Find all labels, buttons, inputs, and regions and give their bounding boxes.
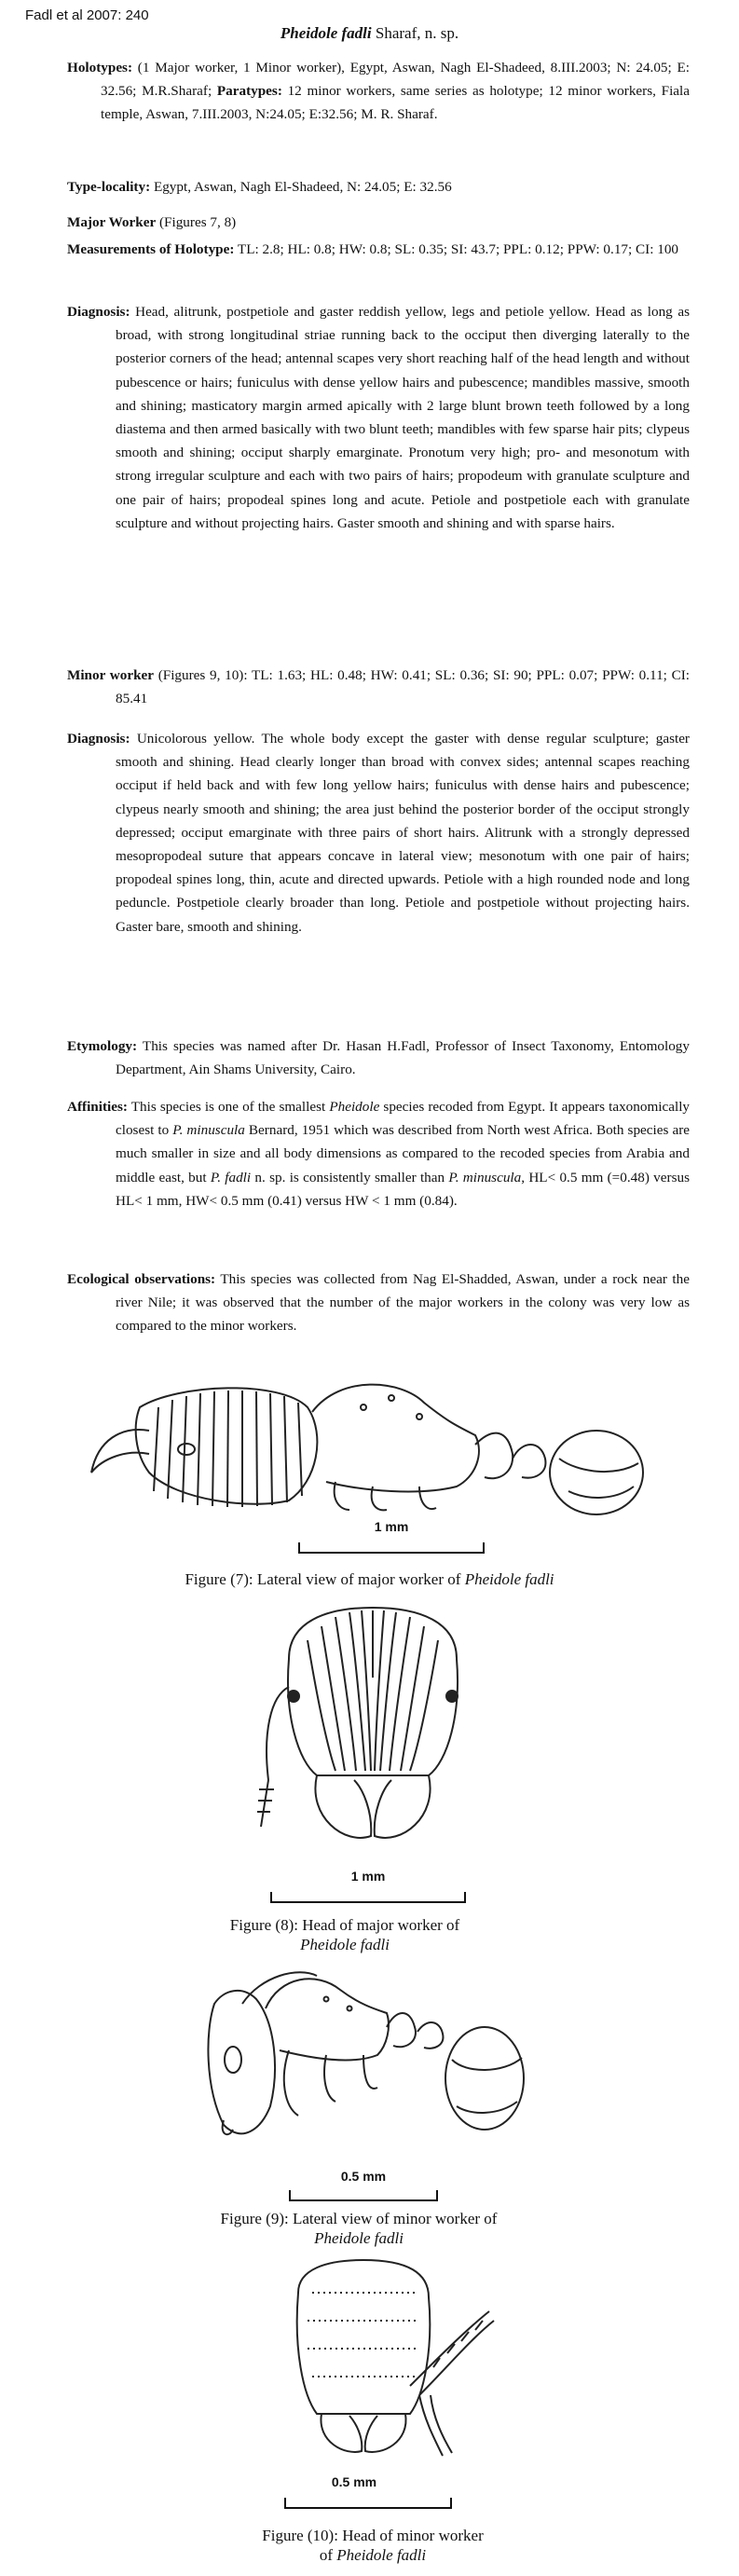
species-title xyxy=(0,24,739,43)
paratypes-label: Paratypes: xyxy=(216,83,282,100)
paratypes-text: 12 minor workers, same series as holotype; 12 minor workers, Fiala temple, Aswan, 7.III.2003, N:24.05; E:32.56; M. R. Sharaf. xyxy=(101,83,690,123)
major-worker-heading xyxy=(67,211,690,234)
holotypes-text: (1 Major worker, 1 Minor worker), Egypt, Aswan, Nagh El-Shadeed, 8.III.2003; N: 24.05; E: 32.56; M.R.Sharaf; xyxy=(101,60,690,100)
figure-10-scale-bar xyxy=(284,2498,452,2509)
major-worker-figs: (Figures 7, 8) xyxy=(156,214,237,230)
affinities-text-3: Bernard, 1951 which was described from North west Africa. Both species are much smaller in size and all body dimensions as compared to the recoded species from Arabia and middle east, but xyxy=(116,1122,690,1185)
ecological-paragraph xyxy=(67,1267,690,1338)
affinities-label: Affinities: xyxy=(67,1099,128,1115)
affinities-paragraph xyxy=(67,1095,690,1213)
etymology-label: Etymology: xyxy=(67,1038,138,1054)
ecological-text: This species was collected from Nag El-Shadded, Aswan, under a rock near the river Nile; it was observed that the number of the major workers in the colony was very low as compared to the minor workers. xyxy=(116,1271,690,1335)
affinities-species-1: P. minuscula xyxy=(172,1122,245,1139)
figure-9-scale-bar xyxy=(289,2190,438,2201)
diagnosis-major-text: Head, alitrunk, postpetiole and gaster reddish yellow, legs and petiole yellow. Head as long as broad, with strong longitudinal striae running back to the occiput then diverging laterally to the posterior corners of the head; antennal scapes very short reaching half of the head length and without pubescence or hairs; funiculus with dense yellow hairs and pubescence; mandibles massive, smooth and shining; masticatory margin armed apically with 2 large blunt brown teeth followed by a long diastema and then armed basically with two blunt teeth; mandibles with few sparse hair pits; clypeus smooth and shining; occiput sharply emarginate. Pronotum very high; pro- and mesonotum with strong irregular sculpture and each with two pairs of hairs; propodeum with granulate sculpture and one pair of hairs; propodeal spines long and acute. Petiole and postpetiole each with granulate sculpture and without projecting hairs. Gaster smooth and shining and with sparse hairs. xyxy=(116,304,690,531)
diagnosis-major-label: Diagnosis: xyxy=(67,304,130,320)
etymology-paragraph xyxy=(67,1035,690,1081)
affinities-text-5: , HL< 0.5 mm (=0.48) versus HL< 1 mm, HW< 0.5 mm (0.41) versus HW < 1 mm (0.84). xyxy=(116,1169,690,1209)
affinities-genus: Pheidole xyxy=(329,1099,380,1115)
figure-9-illustration xyxy=(186,1957,541,2162)
measurements-label: Measurements of Holotype: xyxy=(67,241,235,257)
figure-10-caption-of: of xyxy=(319,2546,337,2564)
figure-9-caption-text: Figure (9): Lateral view of minor worker of xyxy=(220,2210,498,2227)
figure-8-caption xyxy=(186,1915,503,1954)
figure-8-scale-label: 1 mm xyxy=(350,1869,386,1884)
diagnosis-major-paragraph xyxy=(67,300,690,535)
ecological-label: Ecological observations: xyxy=(67,1271,216,1287)
figure-8-illustration xyxy=(252,1603,494,1855)
figure-9-scale-label: 0.5 mm xyxy=(340,2169,387,2184)
affinities-species-3: P. minuscula xyxy=(448,1169,522,1185)
figure-10-caption-text: Figure (10): Head of minor worker xyxy=(262,2527,484,2544)
figure-9-caption-species: Pheidole fadli xyxy=(314,2229,404,2247)
minor-worker-paragraph xyxy=(67,664,690,710)
figure-8-caption-text: Figure (8): Head of major worker of xyxy=(229,1916,460,1934)
measurements-text: TL: 2.8; HL: 0.8; HW: 0.8; SL: 0.35; SI: 43.7; PPL: 0.12; PPW: 0.17; CI: 100 xyxy=(234,241,679,257)
figure-10-scale-label: 0.5 mm xyxy=(331,2474,377,2489)
type-locality-paragraph xyxy=(67,175,690,199)
type-locality-text: Egypt, Aswan, Nagh El-Shadeed, N: 24.05; E: 32.56 xyxy=(150,179,452,195)
figure-8-scale-bar xyxy=(270,1892,466,1903)
figure-10-caption-species: Pheidole fadli xyxy=(336,2546,427,2564)
figure-9-caption xyxy=(149,2209,568,2248)
holotypes-label: Holotypes: xyxy=(67,60,133,75)
figure-7-scale-label: 1 mm xyxy=(374,1519,409,1534)
minor-worker-text: (Figures 9, 10): TL: 1.63; HL: 0.48; HW: 0.41; SL: 0.36; SI: 90; PPL: 0.07; PPW: 0.11; CI: 85.41 xyxy=(116,667,691,707)
figure-7-illustration xyxy=(84,1370,643,1528)
running-header: Fadl et al 2007: 240 xyxy=(25,7,149,23)
figure-10-illustration xyxy=(270,2255,503,2470)
diagnosis-minor-label: Diagnosis: xyxy=(67,731,130,747)
species-author: Sharaf, n. sp. xyxy=(371,24,459,42)
figure-7-caption-species: Pheidole fadli xyxy=(464,1570,554,1588)
species-name: Pheidole fadli xyxy=(280,24,372,42)
etymology-text: This species was named after Dr. Hasan H.Fadl, Professor of Insect Taxonomy, Entomology Department, Ain Shams University, Cairo. xyxy=(116,1038,690,1078)
affinities-text-4: n. sp. is consistently smaller than xyxy=(251,1169,449,1185)
major-worker-label: Major Worker xyxy=(67,214,157,230)
measurements-paragraph xyxy=(67,238,690,261)
figure-10-caption xyxy=(214,2526,531,2565)
figure-7-scale-bar xyxy=(298,1542,485,1554)
diagnosis-minor-text: Unicolorous yellow. The whole body except the gaster with dense regular sculpture; gaster smooth and shining. Head clearly longer than broad with convex sides; antennal scapes reaching occiput if held back and with few long yellow hairs; funiculus with dense hairs and pubescence; clypeus nearly smooth and shining; the area just behind the posterior border of the occiput strongly depressed; occiput emarginate with three pairs of short hairs. Alitrunk with a strongly depressed mesopropodeal suture that appears concave in lateral view; mesonotum with one pair of hairs; propodeal spines long, thin, acute and directed upwards. Petiole with a high rounded node and long peduncle. Postpetiole clearly broader than long. Petiole and postpetiole without projecting hairs. Gaster bare, smooth and shining. xyxy=(116,731,690,935)
figure-7-caption-text: Figure (7): Lateral view of major worker of xyxy=(185,1570,465,1588)
affinities-species-2: P. fadli xyxy=(210,1169,252,1185)
affinities-text-2: species recoded from Egypt. It appears taxonomically closest to xyxy=(116,1099,691,1139)
holotypes-paragraph xyxy=(67,56,690,127)
figure-8-caption-species: Pheidole fadli xyxy=(300,1936,390,1953)
figure-7-caption xyxy=(93,1570,646,1589)
diagnosis-minor-paragraph xyxy=(67,727,690,939)
type-locality-label: Type-locality: xyxy=(67,179,151,195)
minor-worker-label: Minor worker xyxy=(67,667,154,683)
affinities-text-1: This species is one of the smallest xyxy=(127,1099,330,1115)
